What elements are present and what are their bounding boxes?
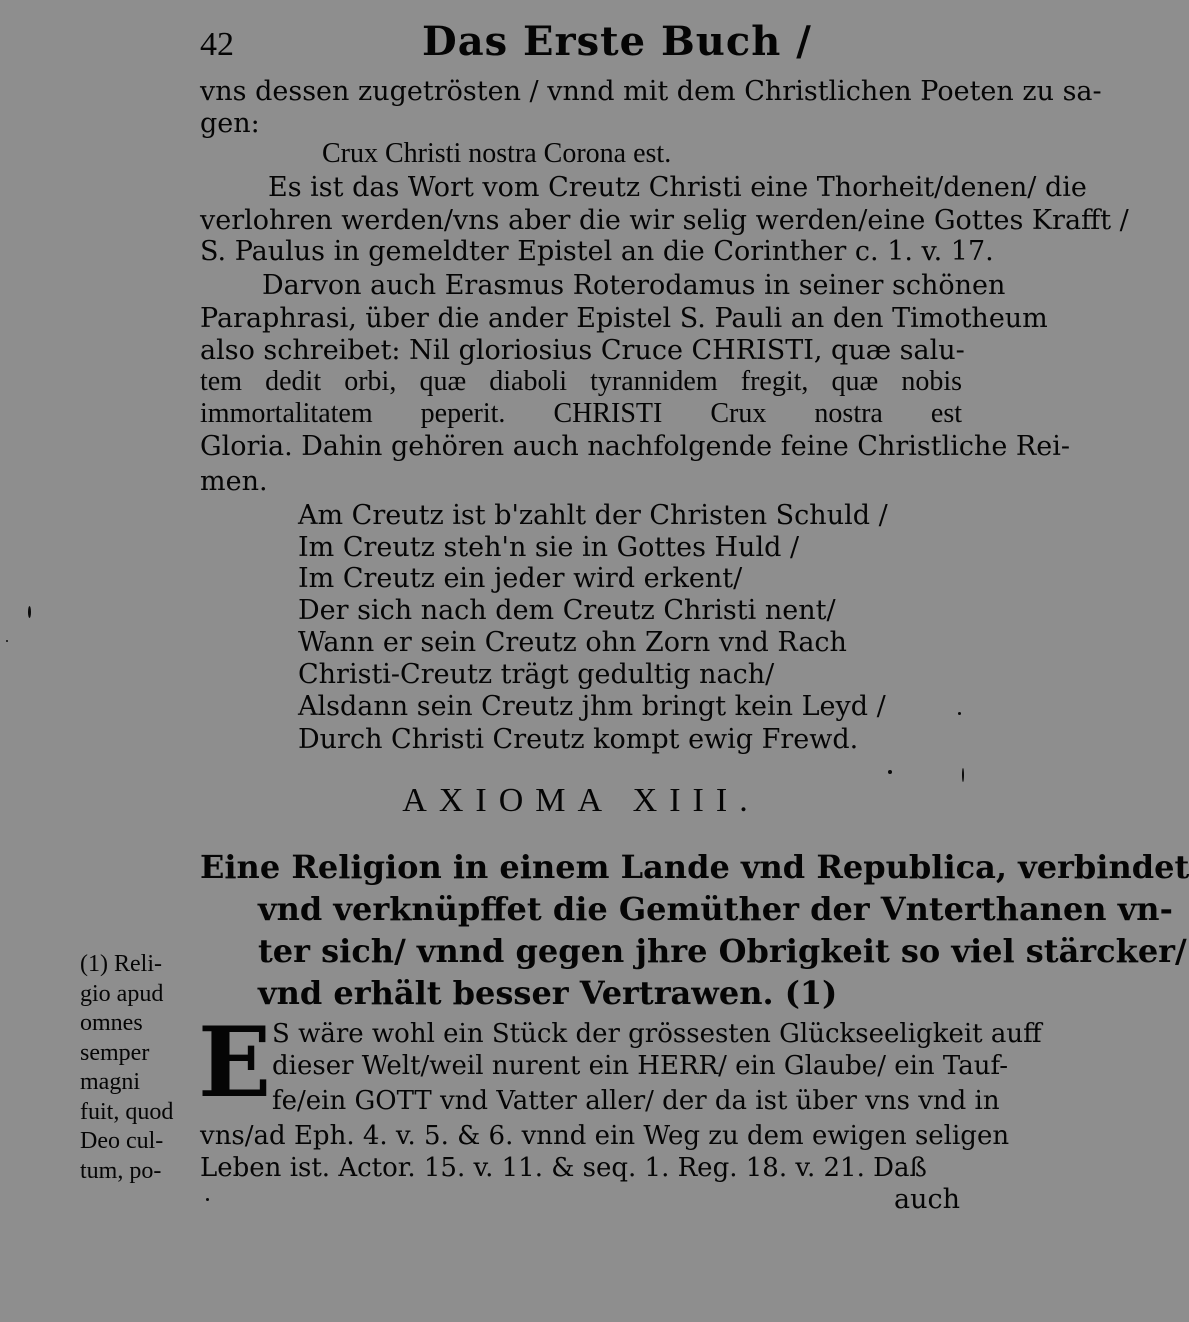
latin-quote: Crux Christi nostra Corona est. bbox=[322, 138, 672, 169]
text-line: tem dedit orbi, quæ diaboli tyrannidem fregit, quæ nobis bbox=[200, 366, 962, 397]
verse-line: Wann er sein Creutz ohn Zorn vnd Rach bbox=[298, 627, 847, 658]
thesis-line: vnd verknüpffet die Gemüther der Vnterthanen vn- bbox=[258, 890, 1173, 928]
text-line: immortalitatem peperit. CHRISTI Crux nostra est bbox=[200, 398, 962, 429]
text-line: S. Paulus in gemeldter Epistel an die Corinther c. 1. v. 17. bbox=[200, 236, 994, 267]
text-line: vns dessen zugetrösten / vnnd mit dem Christlichen Poeten zu sa- bbox=[200, 76, 1102, 107]
text-line: Paraphrasi, über die ander Epistel S. Pauli an den Timotheum bbox=[200, 303, 1048, 334]
text-line: S wäre wohl ein Stück der grössesten Glückseeligkeit auff bbox=[272, 1019, 1042, 1049]
thesis-line: vnd erhält besser Vertrawen. (1) bbox=[258, 974, 838, 1012]
marginal-note-line: Deo cul- bbox=[80, 1128, 164, 1154]
verse-line: Am Creutz ist b'zahlt der Christen Schuld / bbox=[298, 500, 888, 531]
print-speck bbox=[958, 712, 961, 715]
print-speck bbox=[888, 770, 892, 774]
marginal-note-line: fuit, quod bbox=[80, 1098, 174, 1125]
catchword: auch bbox=[894, 1184, 960, 1215]
verse-line: Durch Christi Creutz kompt ewig Frewd. bbox=[298, 724, 859, 755]
verse-line: Christi-Creutz trägt gedultig nach/ bbox=[298, 659, 775, 690]
text-line: vns/ad Eph. 4. v. 5. & 6. vnnd ein Weg zu dem ewigen seligen bbox=[200, 1121, 1010, 1151]
marginal-note-line: gio apud bbox=[80, 980, 164, 1007]
drop-capital: E bbox=[198, 1006, 272, 1119]
text-line: dieser Welt/weil nurent ein HERR/ ein Glaube/ ein Tauf- bbox=[272, 1051, 1008, 1081]
axiom-heading: AXIOMA XIII. bbox=[402, 782, 760, 819]
verse-line: Der sich nach dem Creutz Christi nent/ bbox=[298, 595, 836, 626]
text-line: gen: bbox=[200, 108, 260, 139]
thesis-line: ter sich/ vnnd gegen jhre Obrigkeit so viel stärcker/ bbox=[258, 932, 1187, 970]
verse-line: Im Creutz steh'n sie in Gottes Huld / bbox=[298, 532, 800, 563]
marginal-note-line: omnes bbox=[80, 1010, 143, 1036]
text-line: Es ist das Wort vom Creutz Christi eine Thorheit/denen/ die bbox=[268, 172, 1087, 203]
print-speck bbox=[206, 1198, 209, 1201]
print-speck bbox=[962, 768, 964, 782]
running-head: Das Erste Buch / bbox=[422, 18, 812, 65]
print-speck bbox=[28, 606, 31, 618]
marginal-note-line: magni bbox=[80, 1069, 140, 1095]
text-line: Gloria. Dahin gehören auch nachfolgende feine Christliche Rei- bbox=[200, 431, 1070, 462]
marginal-note-line: semper bbox=[80, 1039, 150, 1066]
text-line: fe/ein GOTT vnd Vatter aller/ der da ist über vns vnd in bbox=[272, 1086, 1000, 1116]
thesis-line: Eine Religion in einem Lande vnd Republica, verbindet bbox=[200, 848, 1189, 886]
marginal-note-line: (1) Reli- bbox=[80, 951, 162, 977]
page-header bbox=[200, 18, 960, 68]
verse-line: Alsdann sein Creutz jhm bringt kein Leyd / bbox=[298, 691, 886, 722]
text-line: Darvon auch Erasmus Roterodamus in seiner schönen bbox=[262, 270, 1006, 301]
text-line: also schreibet: Nil gloriosius Cruce CHRISTI, quæ salu- bbox=[200, 335, 965, 366]
verse-line: Im Creutz ein jeder wird erkent/ bbox=[298, 563, 743, 594]
marginal-note-line: tum, po- bbox=[80, 1157, 162, 1184]
text-line: men. bbox=[200, 466, 268, 497]
text-line: verlohren werden/vns aber die wir selig werden/eine Gottes Krafft / bbox=[200, 205, 1129, 236]
print-speck bbox=[6, 640, 8, 642]
marginal-note bbox=[80, 950, 192, 1186]
text-line: Leben ist. Actor. 15. v. 11. & seq. 1. Reg. 18. v. 21. Daß bbox=[200, 1153, 927, 1183]
page-number: 42 bbox=[200, 26, 234, 63]
